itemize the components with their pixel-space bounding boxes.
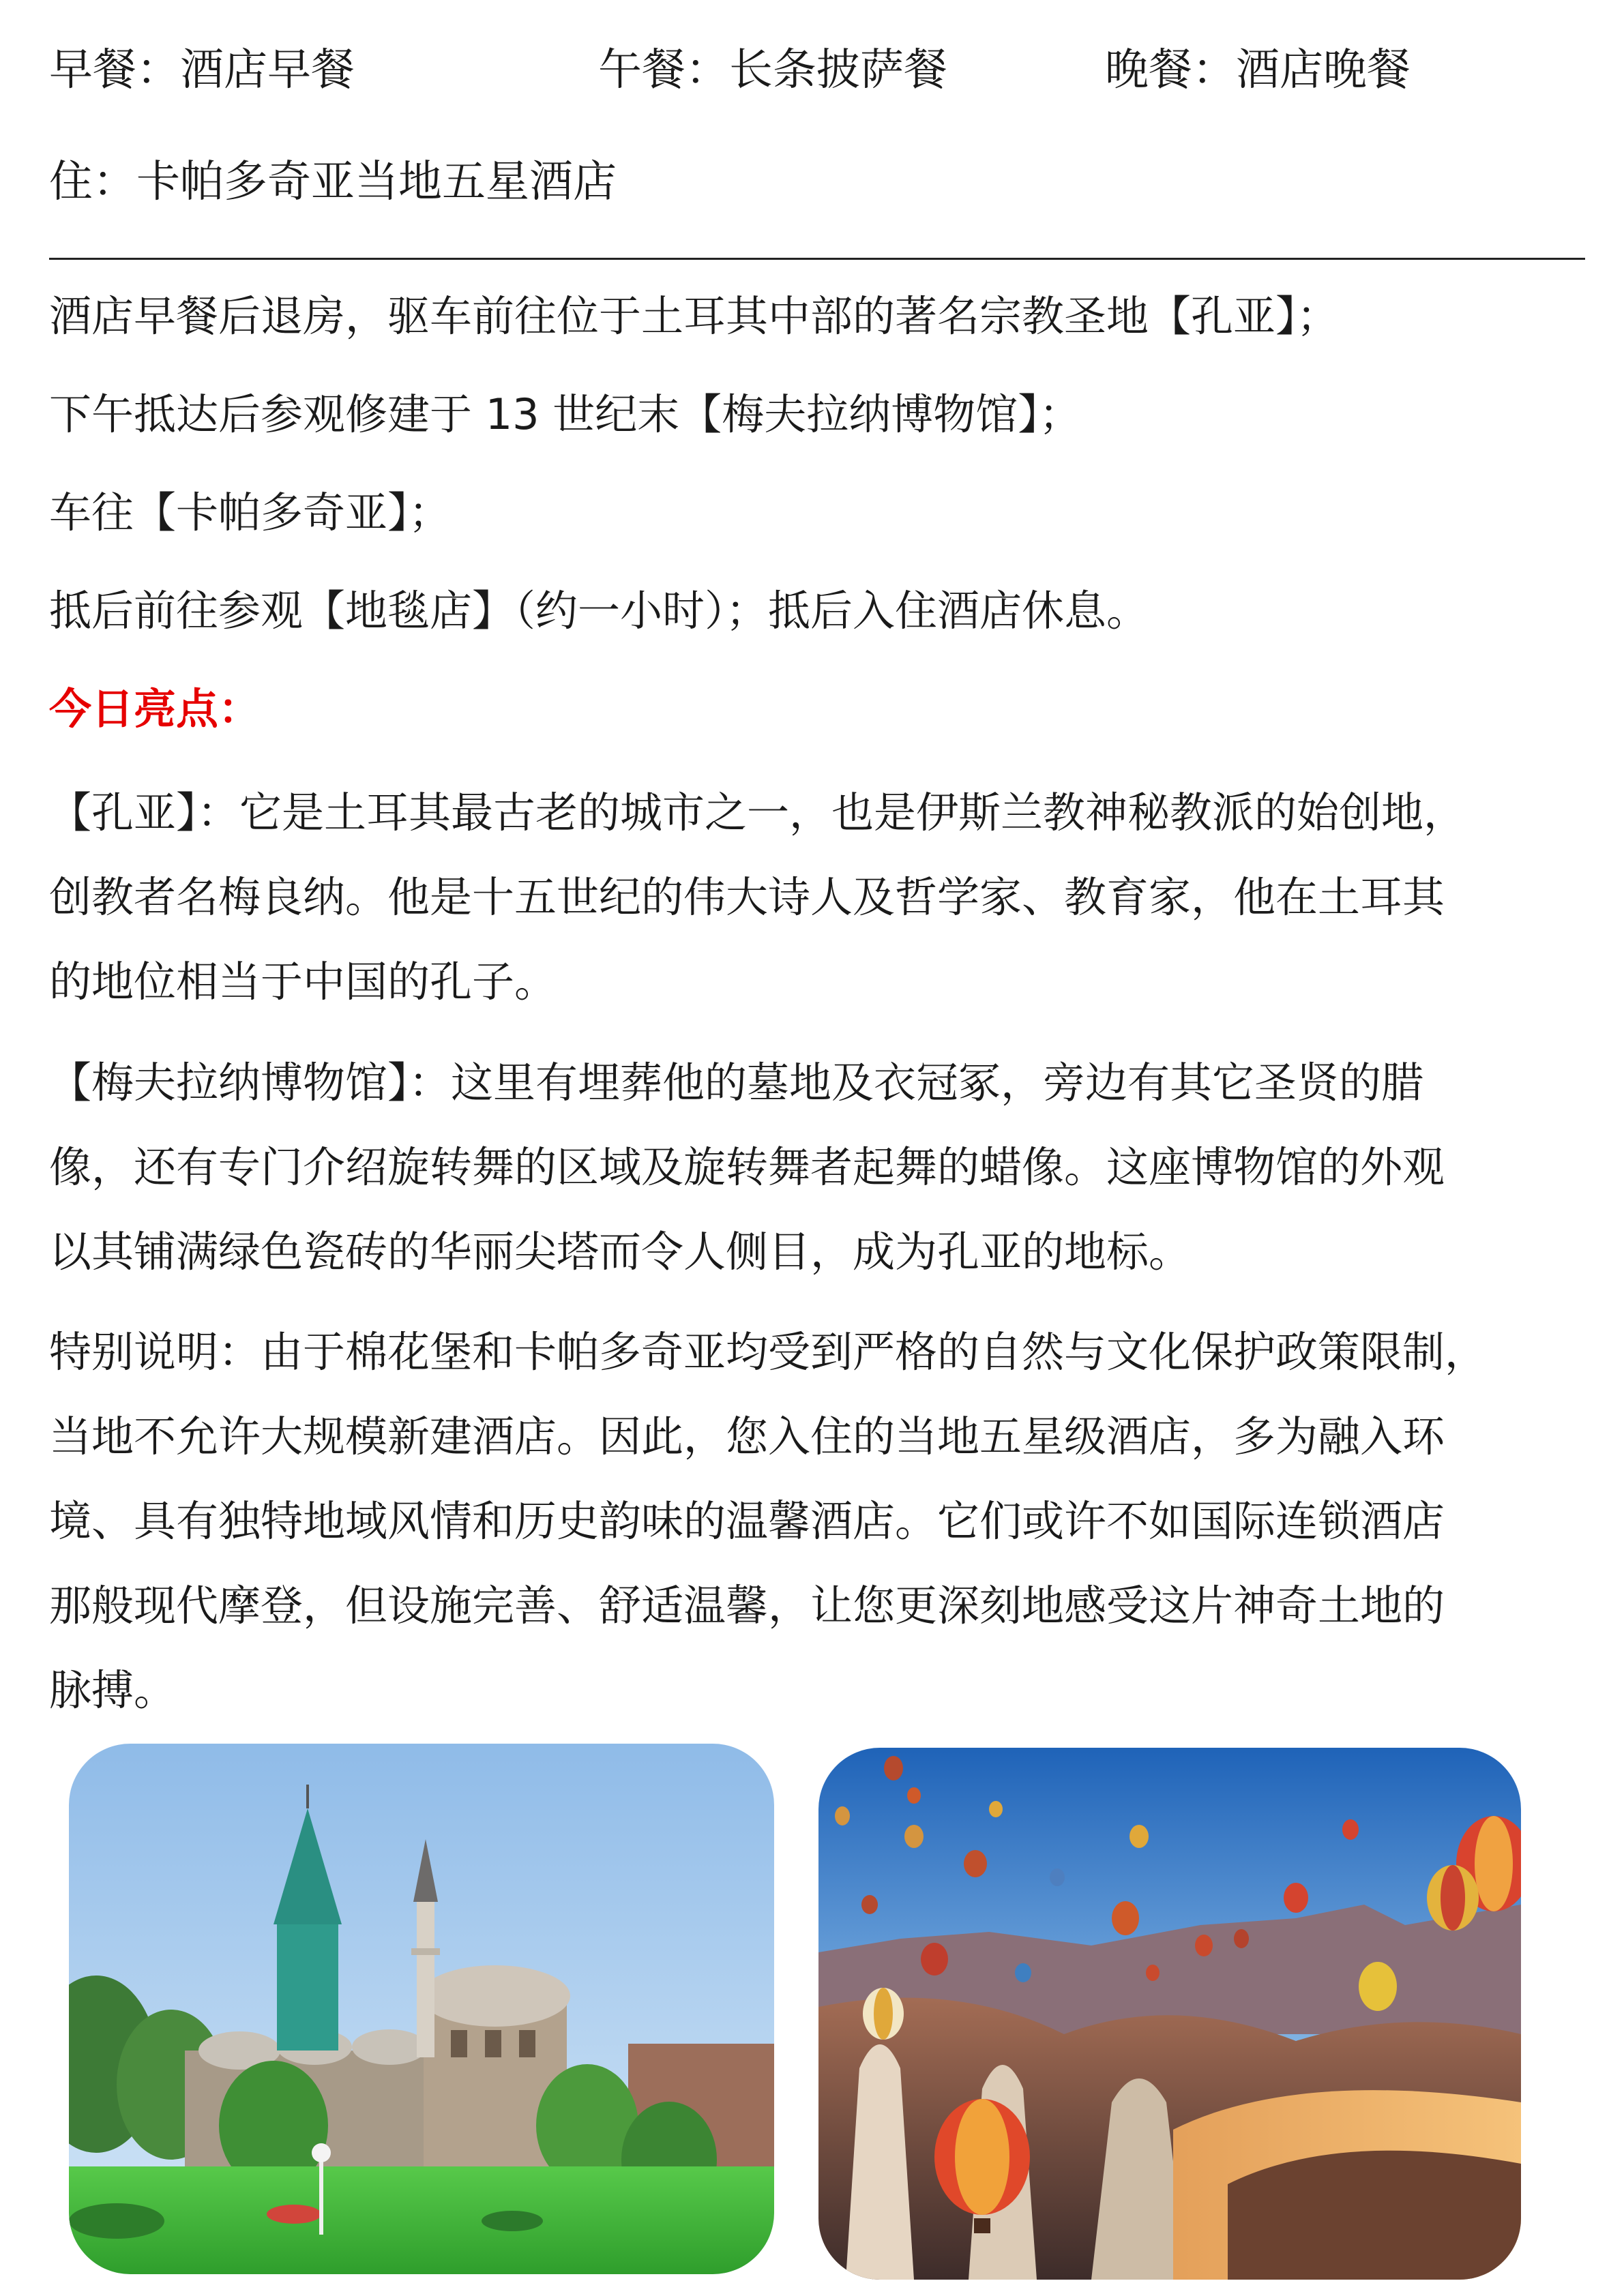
paragraph-line: 像，还有专门介绍旋转舞的区域及旋转舞者起舞的蜡像。这座博物馆的外观 [49,1142,1445,1192]
accommodation-info: 住：卡帕多奇亚当地五星酒店 [49,157,617,207]
highlight-konya [49,771,1509,1024]
paragraph-line: 当地不允许大规模新建酒店。因此，您入住的当地五星级酒店，多为融入环 [49,1412,1445,1461]
special-note [49,1310,1509,1733]
mevlana-museum-photo [69,1744,774,2274]
paragraph-line: 【梅夫拉纳博物馆】：这里有埋葬他的墓地及衣冠冢，旁边有其它圣贤的腊 [49,1058,1424,1107]
itinerary-list [49,274,1550,667]
itinerary-item: 下午抵达后参观修建于 13 世纪末【梅夫拉纳博物馆】； [49,389,1082,439]
section-divider [49,258,1585,260]
highlights-heading: 今日亮点： [49,684,261,734]
dinner-info: 晚餐：酒店晚餐 [1105,45,1411,95]
itinerary-item: 抵后前往参观【地毯店】（约一小时）；抵后入住酒店休息。 [49,586,1149,636]
paragraph-line: 那般现代摩登，但设施完善、舒适温馨，让您更深刻地感受这片神奇土地的 [49,1581,1445,1630]
lunch-info: 午餐：长条披萨餐 [598,45,947,95]
itinerary-item: 车往【卡帕多奇亚】； [49,488,452,537]
paragraph-line: 特别说明：由于棉花堡和卡帕多奇亚均受到严格的自然与文化保护政策限制， [49,1327,1488,1377]
itinerary-item: 酒店早餐后退房，驱车前往位于土耳其中部的著名宗教圣地【孔亚】； [49,291,1340,341]
cappadocia-balloons-photo [818,1748,1521,2280]
meals-row [49,33,1577,108]
paragraph-line: 【孔亚】：它是土耳其最古老的城市之一，也是伊斯兰教神秘教派的始创地， [49,788,1466,837]
paragraph-line: 脉搏。 [49,1665,177,1715]
breakfast-info: 早餐：酒店早餐 [49,45,355,95]
highlight-mevlana-museum [49,1041,1509,1294]
paragraph-line: 创教者名梅良纳。他是十五世纪的伟大诗人及哲学家、教育家，他在土耳其 [49,872,1445,922]
paragraph-line: 的地位相当于中国的孔子。 [49,957,557,1007]
paragraph-line: 境、具有独特地域风情和历史韵味的温馨酒店。它们或许不如国际连锁酒店 [49,1496,1445,1546]
paragraph-line: 以其铺满绿色瓷砖的华丽尖塔而令人侧目，成为孔亚的地标。 [49,1227,1192,1277]
